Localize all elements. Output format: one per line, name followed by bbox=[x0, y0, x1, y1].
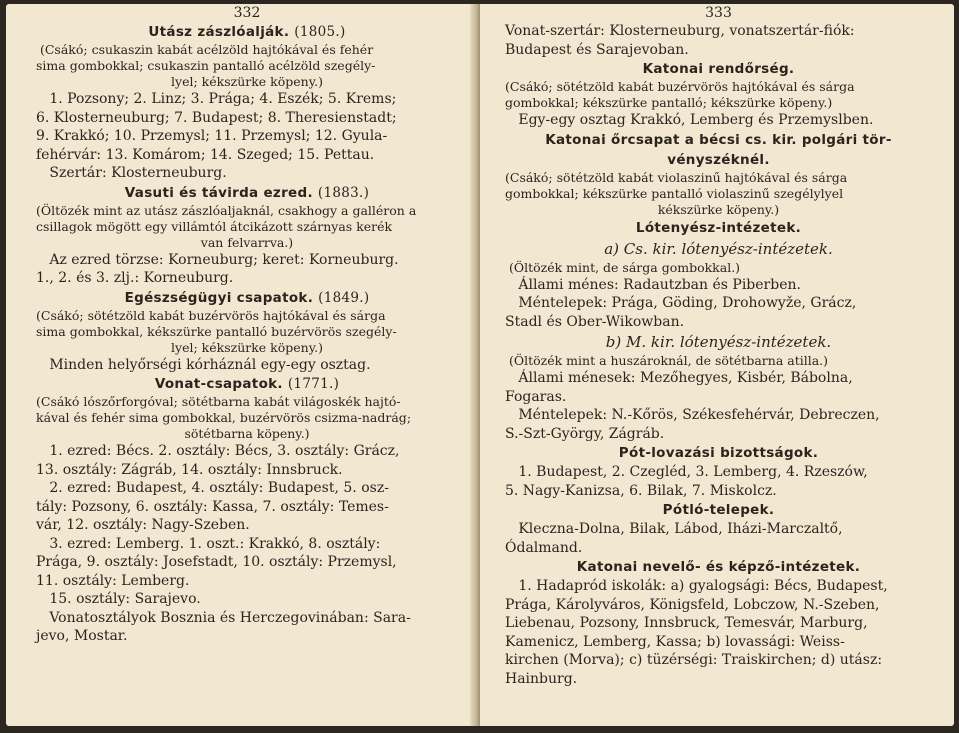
text-line: 6. Klosterneuburg; 7. Budapest; 8. Theresienstadt; bbox=[36, 109, 397, 126]
heading-oresapat-2 bbox=[505, 150, 932, 170]
note-line: kékszürke köpeny.) bbox=[657, 201, 780, 217]
heading-potlovazasi bbox=[505, 443, 932, 463]
heading-title: Pót-lovazási bizottságok. bbox=[618, 445, 819, 461]
text-line: tály: Pozsony, 6. osztály: Kassa, 7. osztály: Temes- bbox=[36, 498, 389, 515]
text-line: 15. osztály: Sarajevo. bbox=[36, 591, 201, 607]
text-line: Szertár: Klosterneuburg. bbox=[36, 165, 227, 181]
text-line: Állami ménes: Radautzban és Piberben. bbox=[505, 276, 801, 293]
text-line: 2. ezred: Budapest, 4. osztály: Budapest, 5. osz- bbox=[36, 480, 389, 496]
text-line: fehérvár: 13. Komárom; 14. Szeged; 15. Pettau. bbox=[36, 146, 375, 163]
heading-title: Egészségügyi csapatok. bbox=[124, 289, 314, 306]
subheading bbox=[505, 238, 932, 260]
text-line: 1. Budapest, 2. Czegléd, 3. Lemberg, 4. Rzeszów, bbox=[505, 464, 868, 480]
text-line: Az ezred törzse: Korneuburg; keret: Korneuburg. bbox=[36, 251, 399, 268]
note-line: sima gombokkal; csukaszin pantalló acélzöld szegély- bbox=[36, 58, 376, 73]
text-line: 1. ezred: Bécs. 2. osztály: Bécs, 3. osztály: Grácz, bbox=[36, 443, 400, 459]
text-line: 1., 2. és 3. zlj.: Korneuburg. bbox=[36, 270, 234, 286]
text-line: Vonatosztályok Bosznia és Herczegovinában: Sara- bbox=[36, 609, 411, 626]
text-line: Egy-egy osztag Krakkó, Lemberg és Przemyslben. bbox=[505, 112, 874, 128]
text-line: Méntelepek: Prága, Göding, Drohowyže, Grácz, bbox=[505, 295, 857, 311]
heading-egeszsegugyi bbox=[36, 288, 458, 308]
heading-vonat bbox=[36, 374, 458, 394]
note-line: (Csákó; sötétzöld kabát buzérvörös hajtókával és sárga bbox=[36, 307, 386, 323]
text-line: Budapest és Sarajevoban. bbox=[505, 41, 689, 58]
text-line: 11. osztály: Lemberg. bbox=[36, 572, 190, 589]
text-line: Kleczna-Dolna, Bilak, Lábod, Iházi-Marczaltő, bbox=[505, 521, 843, 537]
text-line: 1. Pozsony; 2. Linz; 3. Prága; 4. Eszék; 5. Krems; bbox=[36, 91, 397, 107]
page-body bbox=[36, 22, 458, 646]
text-line: Liebenau, Pozsony, Innsbruck, Temesvár, Marburg, bbox=[505, 615, 868, 631]
heading-utasz bbox=[36, 22, 458, 42]
subheading-label: a) bbox=[604, 239, 620, 258]
heading-nevelo bbox=[505, 557, 932, 577]
text-line: 5. Nagy-Kanizsa, 6. Bilak, 7. Miskolcz. bbox=[505, 482, 777, 499]
page-number: 332 bbox=[233, 5, 261, 21]
right-page bbox=[480, 4, 954, 726]
heading-year: (1849.) bbox=[318, 289, 370, 306]
heading-year: (1805.) bbox=[294, 24, 346, 40]
heading-katonai-rendorseg bbox=[505, 59, 932, 79]
text-line: jevo, Mostar. bbox=[36, 628, 128, 644]
note-line: (Csákó; csukaszin kabát acélzöld hajtókával és fehér bbox=[36, 42, 374, 57]
heading-title: Katonai őrcsapat a bécsi cs. kir. polgári tör- bbox=[545, 131, 892, 148]
text-line: Vonat-szertár: Klosterneuburg, vonatszertár-fiók: bbox=[505, 23, 855, 39]
note-line: gombokkal; kékszürke pantalló; kékszürke köpeny.) bbox=[505, 95, 833, 110]
note-line: (Csákó; sötétzöld kabát violaszinű hajtókával és sárga bbox=[505, 169, 848, 185]
text-line: Stadl és Ober-Wikowban. bbox=[505, 313, 685, 330]
heading-title: Vonat-csapatok. bbox=[154, 376, 283, 392]
heading-title: Utász zászlóalják. bbox=[148, 24, 290, 40]
note-line: van felvarrva.) bbox=[200, 234, 294, 250]
heading-title: vényszéknél. bbox=[667, 151, 770, 168]
note-line: csillagok mögött egy villámtól átcikázott szárnyas kerék bbox=[36, 218, 393, 234]
text-line: Méntelepek: N.-Kőrös, Székesfehérvár, Debreczen, bbox=[505, 407, 880, 423]
text-line: 1. Hadapród iskolák: a) gyalogsági: Bécs, Budapest, bbox=[505, 578, 888, 594]
text-line: Ódalmand. bbox=[505, 539, 583, 556]
note-line: gombokkal; kékszürke pantalló violaszinű szegélylyel bbox=[505, 185, 844, 201]
subheading bbox=[505, 331, 932, 353]
note-line: (Öltözék mint az utász zászlóaljaknál, csakhogy a galléron a bbox=[36, 202, 417, 218]
note-line: lyel; kékszürke köpeny.) bbox=[171, 74, 323, 89]
heading-year: (1771.) bbox=[287, 376, 340, 392]
text-line: Fogaras. bbox=[505, 388, 567, 405]
text-line: vár, 12. osztály: Nagy-Szeben. bbox=[36, 517, 250, 533]
page-number: 333 bbox=[705, 5, 732, 21]
heading-title: Lótenyész-intézetek. bbox=[635, 219, 802, 236]
note-line: (Öltözék mint a huszároknál, de sötétbarna atilla.) bbox=[505, 353, 829, 368]
text-line: S.-Szt-György, Zágráb. bbox=[505, 425, 665, 442]
heading-title: Pótló-telepek. bbox=[662, 502, 775, 518]
heading-potlo-telepek bbox=[505, 500, 932, 520]
text-line: Hainburg. bbox=[505, 670, 578, 687]
text-line: Prága, 9. osztály: Josefstadt, 10. osztály: Przemysl, bbox=[36, 554, 397, 570]
subheading-label: b) bbox=[605, 333, 622, 351]
note-line: (Öltözék mint, de sárga gombokkal.) bbox=[505, 259, 741, 275]
note-line: kával és fehér sima gombokkal, buzérvörös csizma-nadrág; bbox=[36, 410, 412, 425]
text-line: Minden helyőrségi kórháznál egy-egy osztag. bbox=[36, 356, 371, 373]
note-line: lyel; kékszürke köpeny.) bbox=[171, 339, 323, 355]
text-line: 13. osztály: Zágráb, 14. osztály: Innsbruck. bbox=[36, 461, 343, 478]
heading-vasuti bbox=[36, 183, 458, 203]
heading-title: Katonai nevelő- és képző-intézetek. bbox=[576, 559, 861, 575]
heading-year: (1883.) bbox=[317, 184, 370, 201]
note-line: (Csákó; sötétzöld kabát buzérvörös hajtókával és sárga bbox=[505, 79, 855, 94]
heading-title: Katonai rendőrség. bbox=[642, 61, 795, 77]
note-line: sötétbarna köpeny.) bbox=[184, 426, 310, 441]
heading-oresapat bbox=[505, 130, 932, 150]
heading-lotenyesz bbox=[505, 218, 932, 238]
text-line: 9. Krakkó; 10. Przemysl; 11. Przemysl; 12. Gyula- bbox=[36, 128, 388, 144]
subheading-text: Cs. kir. lótenyész-intézetek. bbox=[623, 239, 833, 258]
left-page bbox=[6, 4, 476, 726]
heading-title: Vasuti és távirda ezred. bbox=[124, 184, 313, 201]
text-line: 3. ezred: Lemberg. 1. oszt.: Krakkó, 8. osztály: bbox=[36, 535, 381, 552]
note-line: (Csákó lószőrforgóval; sötétbarna kabát világoskék hajtó- bbox=[36, 394, 401, 409]
text-line: Kamenicz, Lemberg, Kassa; b) lovassági: Weiss- bbox=[505, 633, 845, 650]
note-line: sima gombokkal, kékszürke pantalló buzérvörös szegély- bbox=[36, 323, 397, 339]
text-line: Állami ménesek: Mezőhegyes, Kisbér, Bábolna, bbox=[505, 370, 853, 386]
text-line: Prága, Károlyváros, Königsfeld, Lobczow, N.-Szeben, bbox=[505, 596, 880, 613]
page-body bbox=[505, 22, 932, 688]
subheading-text: M. kir. lótenyész-intézetek. bbox=[626, 333, 832, 351]
text-line: kirchen (Morva); c) tüzérségi: Traiskirchen; d) utász: bbox=[505, 652, 883, 668]
